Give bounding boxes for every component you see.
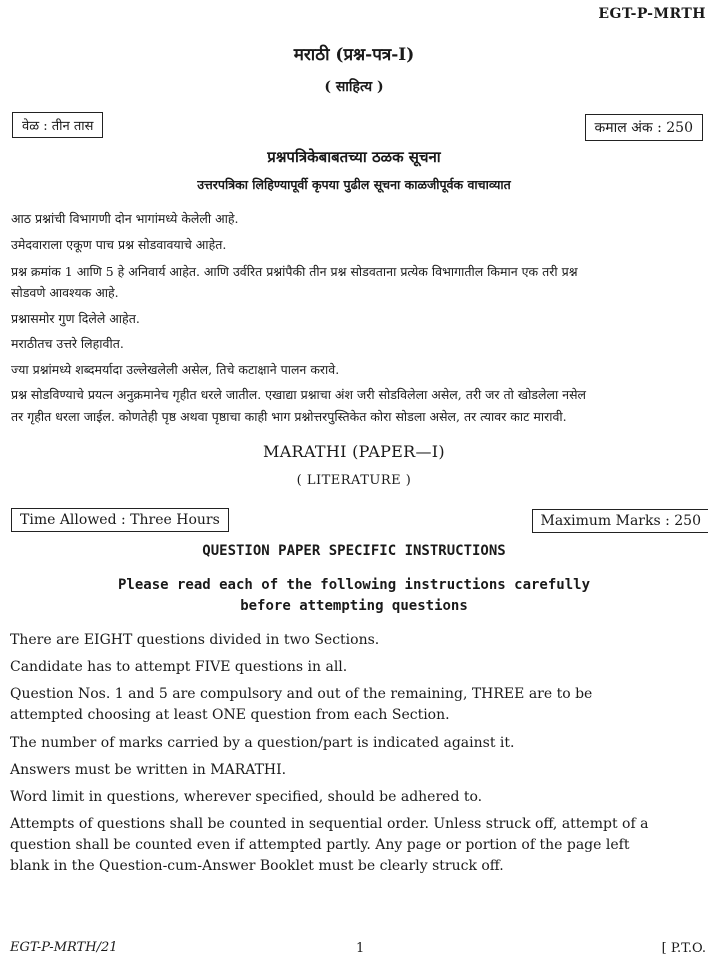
english-instruction-line: Answers must be written in MARATHI. xyxy=(10,762,287,778)
marathi-title: मराठी (प्रश्न-पत्र-I) xyxy=(293,45,415,65)
english-instruction-line: blank in the Question-cum-Answer Booklet must be clearly struck off. xyxy=(10,858,504,874)
english-instruction-line: The number of marks carried by a question/part is indicated against it. xyxy=(10,735,515,751)
english-instruction-line: question shall be counted even if attempted partly. Any page or portion of the page left xyxy=(10,837,630,853)
english-max-marks-box: Maximum Marks : 250 xyxy=(532,509,708,533)
english-instruction-line: Word limit in questions, wherever specified, should be adhered to. xyxy=(10,789,483,805)
english-instructions-heading: QUESTION PAPER SPECIFIC INSTRUCTIONS xyxy=(202,543,506,559)
english-instructions-subheading: before attempting questions xyxy=(240,598,468,614)
marathi-instruction-line: उमेदवाराला एकूण पाच प्रश्न सोडवावयाचे आहेत. xyxy=(11,237,227,252)
english-instruction-line: Attempts of questions shall be counted in sequential order. Unless struck off, attempt of a xyxy=(10,816,649,832)
marathi-subtitle: ( साहित्य ) xyxy=(324,79,384,95)
marathi-instruction-line: प्रश्न क्रमांक 1 आणि 5 हे अनिवार्य आहेत. आणि उर्वरित प्रश्नांपैकी तीन प्रश्न सोडवताना प्रत्येक विभागातील किमान एक तरी प्रश्न xyxy=(11,264,578,279)
page-number: 1 xyxy=(356,941,365,956)
english-instructions-subheading: Please read each of the following instructions carefully xyxy=(117,577,590,593)
english-title: MARATHI (PAPER—I) xyxy=(263,442,445,461)
marathi-instruction-line: सोडवणे आवश्यक आहे. xyxy=(11,285,119,300)
english-instruction-line: Question Nos. 1 and 5 are compulsory and out of the remaining, THREE are to be xyxy=(10,686,593,702)
pto-label: [ P.T.O. xyxy=(661,941,706,956)
english-time-allowed-box: Time Allowed : Three Hours xyxy=(11,508,229,532)
english-instruction-line: attempted choosing at least ONE question from each Section. xyxy=(10,707,450,723)
footer-paper-code: EGT-P-MRTH/21 xyxy=(10,940,118,955)
marathi-instruction-line: ज्या प्रश्नांमध्ये शब्दमर्यादा उल्लेखलेली असेल, तिचे कटाक्षाने पालन करावे. xyxy=(11,362,340,377)
marathi-instruction-line: प्रश्न सोडविण्याचे प्रयत्न अनुक्रमानेच गृहीत धरले जातील. एखाद्या प्रश्नाचा अंश जरी सोडविलेला असेल, तरी जर तो खोडलेला नसेल xyxy=(11,387,587,402)
english-subtitle: ( LITERATURE ) xyxy=(296,473,412,488)
marathi-time-allowed-box: वेळ : तीन तास xyxy=(12,112,103,138)
marathi-max-marks-box: कमाल अंक : 250 xyxy=(585,114,703,141)
marathi-instructions-subheading: उत्तरपत्रिका लिहिण्यापूर्वी कृपया पुढील सूचना काळजीपूर्वक वाचाव्यात xyxy=(197,177,511,192)
marathi-instruction-line: तर गृहीत धरला जाईल. कोणतेही पृष्ठ अथवा पृष्ठाचा काही भाग प्रश्नोत्तरपुस्तिकेत कोरा सोडला असेल, तर त्यावर काट मारावी. xyxy=(11,409,567,424)
marathi-instruction-line: प्रश्नासमोर गुण दिलेले आहेत. xyxy=(11,311,140,326)
english-instruction-line: There are EIGHT questions divided in two Sections. xyxy=(10,632,380,648)
paper-code: EGT-P-MRTH xyxy=(598,6,706,22)
marathi-instruction-line: मराठीतच उत्तरे लिहावीत. xyxy=(11,336,124,351)
marathi-instruction-line: आठ प्रश्नांची विभागणी दोन भागांमध्ये केलेली आहे. xyxy=(11,211,239,226)
english-instruction-line: Candidate has to attempt FIVE questions in all. xyxy=(10,659,348,675)
marathi-instructions-heading: प्रश्नपत्रिकेबाबतच्या ठळक सूचना xyxy=(267,148,441,166)
